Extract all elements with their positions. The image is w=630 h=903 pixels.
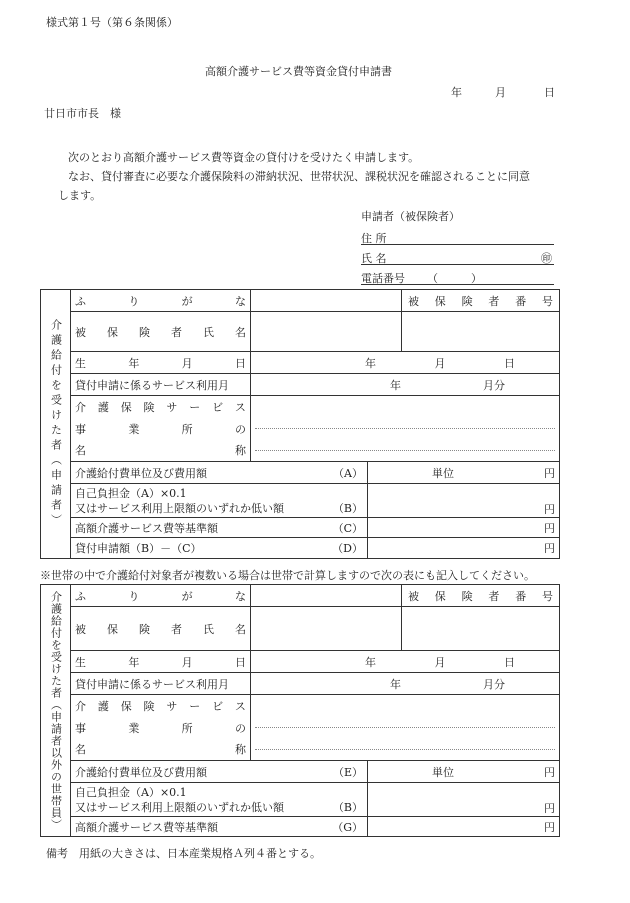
insured-number-boxes[interactable] (402, 312, 560, 352)
applicant-table (40, 289, 560, 559)
applicant-heading: 申請者（被保険者） (361, 210, 460, 223)
provider-label-1-2: 介 護 保 険 サ ー ビ ス (71, 695, 251, 717)
provider-label-3: 名 称 (71, 440, 251, 462)
row-a-label: 介護給付費単位及び費用額 （A） (71, 462, 368, 484)
address-label: 住 所 (361, 232, 387, 245)
service-month-label: 貸付申請に係るサービス利用月 (71, 374, 251, 396)
addressee: 廿日市市長 様 (44, 107, 121, 120)
insured-number-header: 被 保 険 者 番 号 (402, 290, 560, 312)
household-side-label: 介護給付を受けた者（申請者以外の世帯員） (41, 585, 71, 837)
birth-field-2[interactable]: 年 月 日 (251, 651, 560, 673)
row-g-label: 高額介護サービス費等基準額 （G） (71, 817, 368, 837)
date-year: 年 (451, 86, 462, 99)
row-e-field[interactable]: 単位 円 (368, 761, 560, 783)
household-table (40, 584, 560, 837)
row-c-label: 高額介護サービス費等基準額 （C） (71, 518, 368, 538)
provider-label-3-2: 名 称 (71, 739, 251, 761)
provider-field-1-2[interactable] (251, 695, 560, 717)
provider-field-2[interactable] (251, 418, 560, 440)
birth-label: 生 年 月 日 (71, 352, 251, 374)
footer-note: 備考 用紙の大きさは、日本産業規格Ａ列４番とする。 (46, 847, 321, 860)
name-line[interactable] (361, 264, 554, 265)
provider-label-2: 事 業 所 の (71, 418, 251, 440)
provider-label-1: 介 護 保 険 サ ー ビ ス (71, 396, 251, 418)
page-title: 高額介護サービス費等資金貸付申請書 (205, 65, 392, 78)
form-number: 様式第１号（第６条関係） (46, 16, 178, 29)
service-month-label-2: 貸付申請に係るサービス利用月 (71, 673, 251, 695)
row-b-field[interactable]: 円 (368, 484, 560, 518)
insured-name-field[interactable] (251, 312, 402, 352)
provider-field-1[interactable] (251, 396, 560, 418)
birth-field[interactable]: 年 月 日 (251, 352, 560, 374)
row-f-label: 自己負担金（A）×0.1 又はサービス利用上限額のいずれか低い額 （B） (71, 783, 368, 817)
provider-field-2-2[interactable] (251, 717, 560, 739)
furigana-label: ふ り が な (71, 290, 251, 312)
row-d-field[interactable]: 円 (368, 538, 560, 559)
row-d-label: 貸付申請額（B）－（C） （D） (71, 538, 368, 559)
provider-label-2-2: 事 業 所 の (71, 717, 251, 739)
furigana-label-2: ふ り が な (71, 585, 251, 607)
phone-label: 電話番号 (361, 272, 405, 285)
row-c-field[interactable]: 円 (368, 518, 560, 538)
row-b-label: 自己負担金（A）×0.1 又はサービス利用上限額のいずれか低い額 （B） (71, 484, 368, 518)
paragraph-1: 次のとおり高額介護サービス費等資金の貸付けを受けたく申請します。 (68, 151, 420, 164)
date-month: 月 (495, 86, 506, 99)
seal-mark: ㊞ (541, 252, 552, 265)
provider-field-3[interactable] (251, 440, 560, 462)
insured-number-boxes-2[interactable] (402, 607, 560, 651)
row-a-field[interactable]: 単位 円 (368, 462, 560, 484)
insured-number-header-2: 被 保 険 者 番 号 (402, 585, 560, 607)
row-f-field[interactable]: 円 (368, 783, 560, 817)
row-g-field[interactable]: 円 (368, 817, 560, 837)
birth-label-2: 生 年 月 日 (71, 651, 251, 673)
furigana-field-2[interactable] (251, 585, 402, 607)
furigana-field[interactable] (251, 290, 402, 312)
household-note: ※世帯の中で介護給付対象者が複数いる場合は世帯で計算しますので次の表にも記入してください。 (40, 569, 535, 582)
date-day: 日 (544, 86, 555, 99)
name-label: 氏 名 (361, 252, 387, 265)
paragraph-2-line-1: なお、貸付審査に必要な介護保険料の滞納状況、世帯状況、課税状況を確認されることに同意 (68, 170, 530, 183)
row-e-label: 介護給付費単位及び費用額 （E） (71, 761, 368, 783)
insured-name-label: 被 保 険 者 氏 名 (71, 312, 251, 352)
applicant-side-label: 介護給付を受けた者（申請者） (41, 290, 71, 559)
address-line[interactable] (361, 244, 554, 245)
insured-name-label-2: 被 保 険 者 氏 名 (71, 607, 251, 651)
phone-line[interactable] (361, 284, 554, 285)
phone-parens: （ ） (427, 272, 482, 285)
provider-field-3-2[interactable] (251, 739, 560, 761)
service-month-field[interactable]: 年 月分 (251, 374, 560, 396)
insured-name-field-2[interactable] (251, 607, 402, 651)
service-month-field-2[interactable]: 年 月分 (251, 673, 560, 695)
paragraph-2-line-2: します。 (58, 189, 102, 202)
